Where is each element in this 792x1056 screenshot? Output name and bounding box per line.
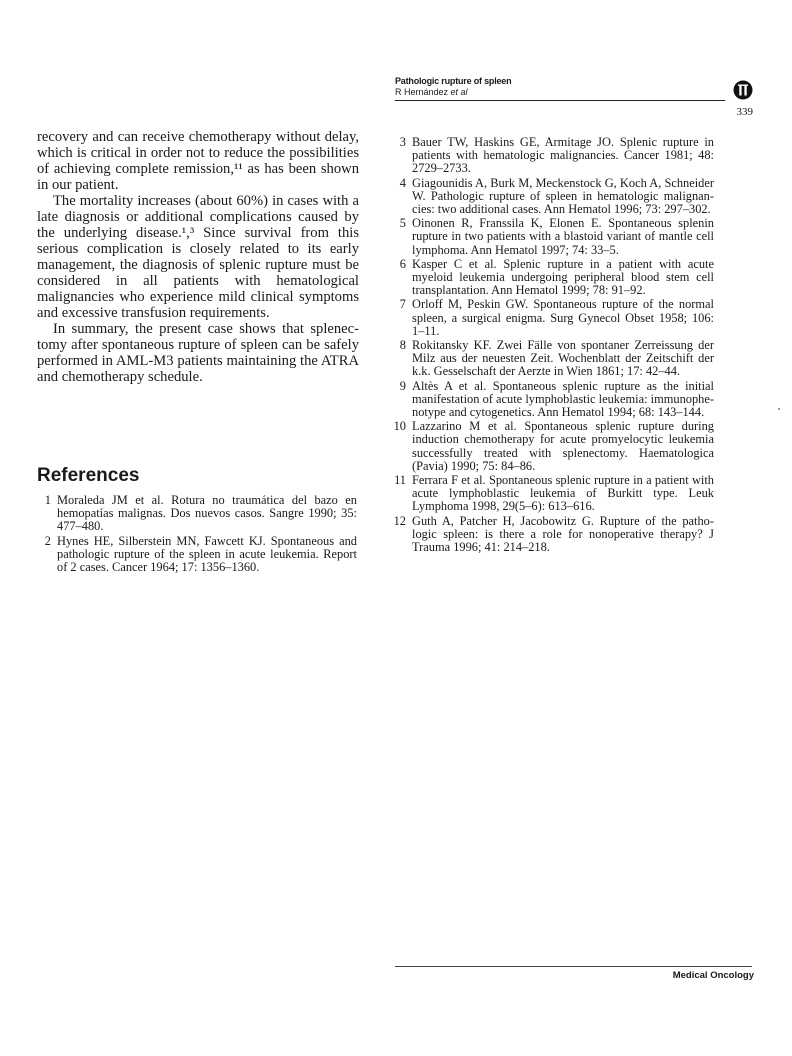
page-number: 339 <box>736 106 753 118</box>
reference-item <box>392 217 714 257</box>
reference-number: 5 <box>399 216 406 231</box>
reference-text: Guth A, Patcher H, Jacobowitz G. Rupture of the patho-logic spleen: is there a role for nonoperative therapy? J Trauma 1996; 41: 214–218. <box>412 513 714 555</box>
reference-item <box>392 339 714 379</box>
reference-number: 1 <box>44 493 51 507</box>
reference-item <box>37 535 357 575</box>
reference-item <box>392 298 714 338</box>
reference-text: Giagounidis A, Burk M, Meckenstock G, Koch A, Schneider W. Pathologic rupture of spleen in hematologic malignan-cies: two additional cases. Ann Hematol 1996; 73: 297–302. <box>412 175 714 217</box>
reference-number: 3 <box>399 135 406 149</box>
reference-item <box>392 380 714 420</box>
reference-number: 7 <box>399 297 406 312</box>
body-text-column <box>37 129 359 385</box>
running-authors-etal: et al <box>450 87 468 97</box>
reference-item <box>392 177 714 217</box>
reference-text: Hynes HE, Silberstein MN, Fawcett KJ. Spontaneous and pathologic rupture of the spleen in acute leukemia. Report of 2 cases. Cancer 1964; 17: 1356–1360. <box>57 533 357 575</box>
reference-text: Altès A et al. Spontaneous splenic rupture as the initial manifestation of acute lymphoblastic leukemia: immunophe-notype and cytogenetics. Ann Hematol 1994; 68: 143–144. <box>412 378 714 420</box>
reference-text: Kasper C et al. Splenic rupture in a patient with acute myeloid leukemia undergoing peripheral blood stem cell transplantation. Ann Hematol 1999; 78: 91–92. <box>412 256 714 298</box>
running-authors-name: R Hernández <box>395 87 449 97</box>
reference-number: 4 <box>399 175 406 190</box>
reference-list-right <box>392 136 714 555</box>
reference-text: Ferrara F et al. Spontaneous splenic rupture in a patient with acute lymphoblastic leukemia of Burkitt type. Leuk Lymphoma 1998, 29(5–6): 613–616. <box>412 473 714 514</box>
reference-number: 11 <box>394 473 406 488</box>
reference-text: Lazzarino M et al. Spontaneous splenic rupture during induction chemotherapy for acute promyelocytic leukemia successfully treated with splenectomy. Haematologica (Pavia) 1990; 75: 84–86. <box>412 419 714 473</box>
header-rule <box>395 100 725 101</box>
body-paragraph: recovery and can receive chemotherapy without delay, which is critical in order not to reduce the possibilities of achieving complete remission,¹¹ as has been shown in our patient. <box>37 129 359 193</box>
body-paragraph: In summary, the present case shows that splenec-tomy after spontaneous rupture of spleen can be safely performed in AML-M3 patients maintaining the ATRA and chemotherapy schedule. <box>37 321 359 385</box>
margin-mark <box>778 408 780 410</box>
running-header <box>395 76 755 98</box>
running-authors <box>395 87 755 98</box>
reference-item <box>392 474 714 514</box>
footer-journal-name: Medical Oncology <box>672 970 754 981</box>
reference-text: Bauer TW, Haskins GE, Armitage JO. Splenic rupture in patients with hematologic malignancies. Cancer 1981; 48: 2729–2733. <box>412 135 714 176</box>
reference-number: 6 <box>399 256 406 271</box>
running-title: Pathologic rupture of spleen <box>395 76 512 86</box>
reference-number: 12 <box>393 513 406 528</box>
reference-number: 9 <box>399 378 406 393</box>
reference-text: Moraleda JM et al. Rotura no traumática del bazo en hemopatías malignas. Dos nuevos casos. Sangre 1990; 35: 477–480. <box>57 493 357 534</box>
reference-item <box>392 136 714 176</box>
reference-text: Rokitansky KF. Zwei Fälle von spontaner Zerreissung der Milz aus der neuesten Zeit. Wochenblatt der Zeitschift der k.k. Gesselschaft der Aerzte in Wien 1861; 17: 42–44. <box>412 338 714 379</box>
reference-item <box>392 258 714 298</box>
reference-item <box>392 420 714 473</box>
body-paragraph: The mortality increases (about 60%) in cases with a late diagnosis or additional complications caused by the underlying disease.¹,³ Since survival from this serious complication is closely related to its early management, the diagnosis of splenic rupture must be considered in all patients with hematological malignancies who experience mild clinical symptoms and excessive transfusion requirements. <box>37 193 359 321</box>
footer-rule <box>395 966 752 967</box>
journal-logo-icon <box>733 80 753 100</box>
reference-text: Orloff M, Peskin GW. Spontaneous rupture of the normal spleen, a surgical enigma. Surg Gynecol Obset 1958; 106: 1–11. <box>412 297 714 338</box>
reference-number: 2 <box>44 533 51 548</box>
reference-number: 10 <box>393 419 406 434</box>
reference-list-left <box>37 494 357 575</box>
reference-text: Oinonen R, Franssila K, Elonen E. Spontaneous splenin rupture in two patients with a blastoid variant of mantle cell lymphoma. Ann Hematol 1997; 74: 33–5. <box>412 216 714 257</box>
references-heading: References <box>37 465 140 486</box>
reference-number: 8 <box>399 338 406 353</box>
reference-item <box>37 494 357 534</box>
reference-item <box>392 515 714 555</box>
